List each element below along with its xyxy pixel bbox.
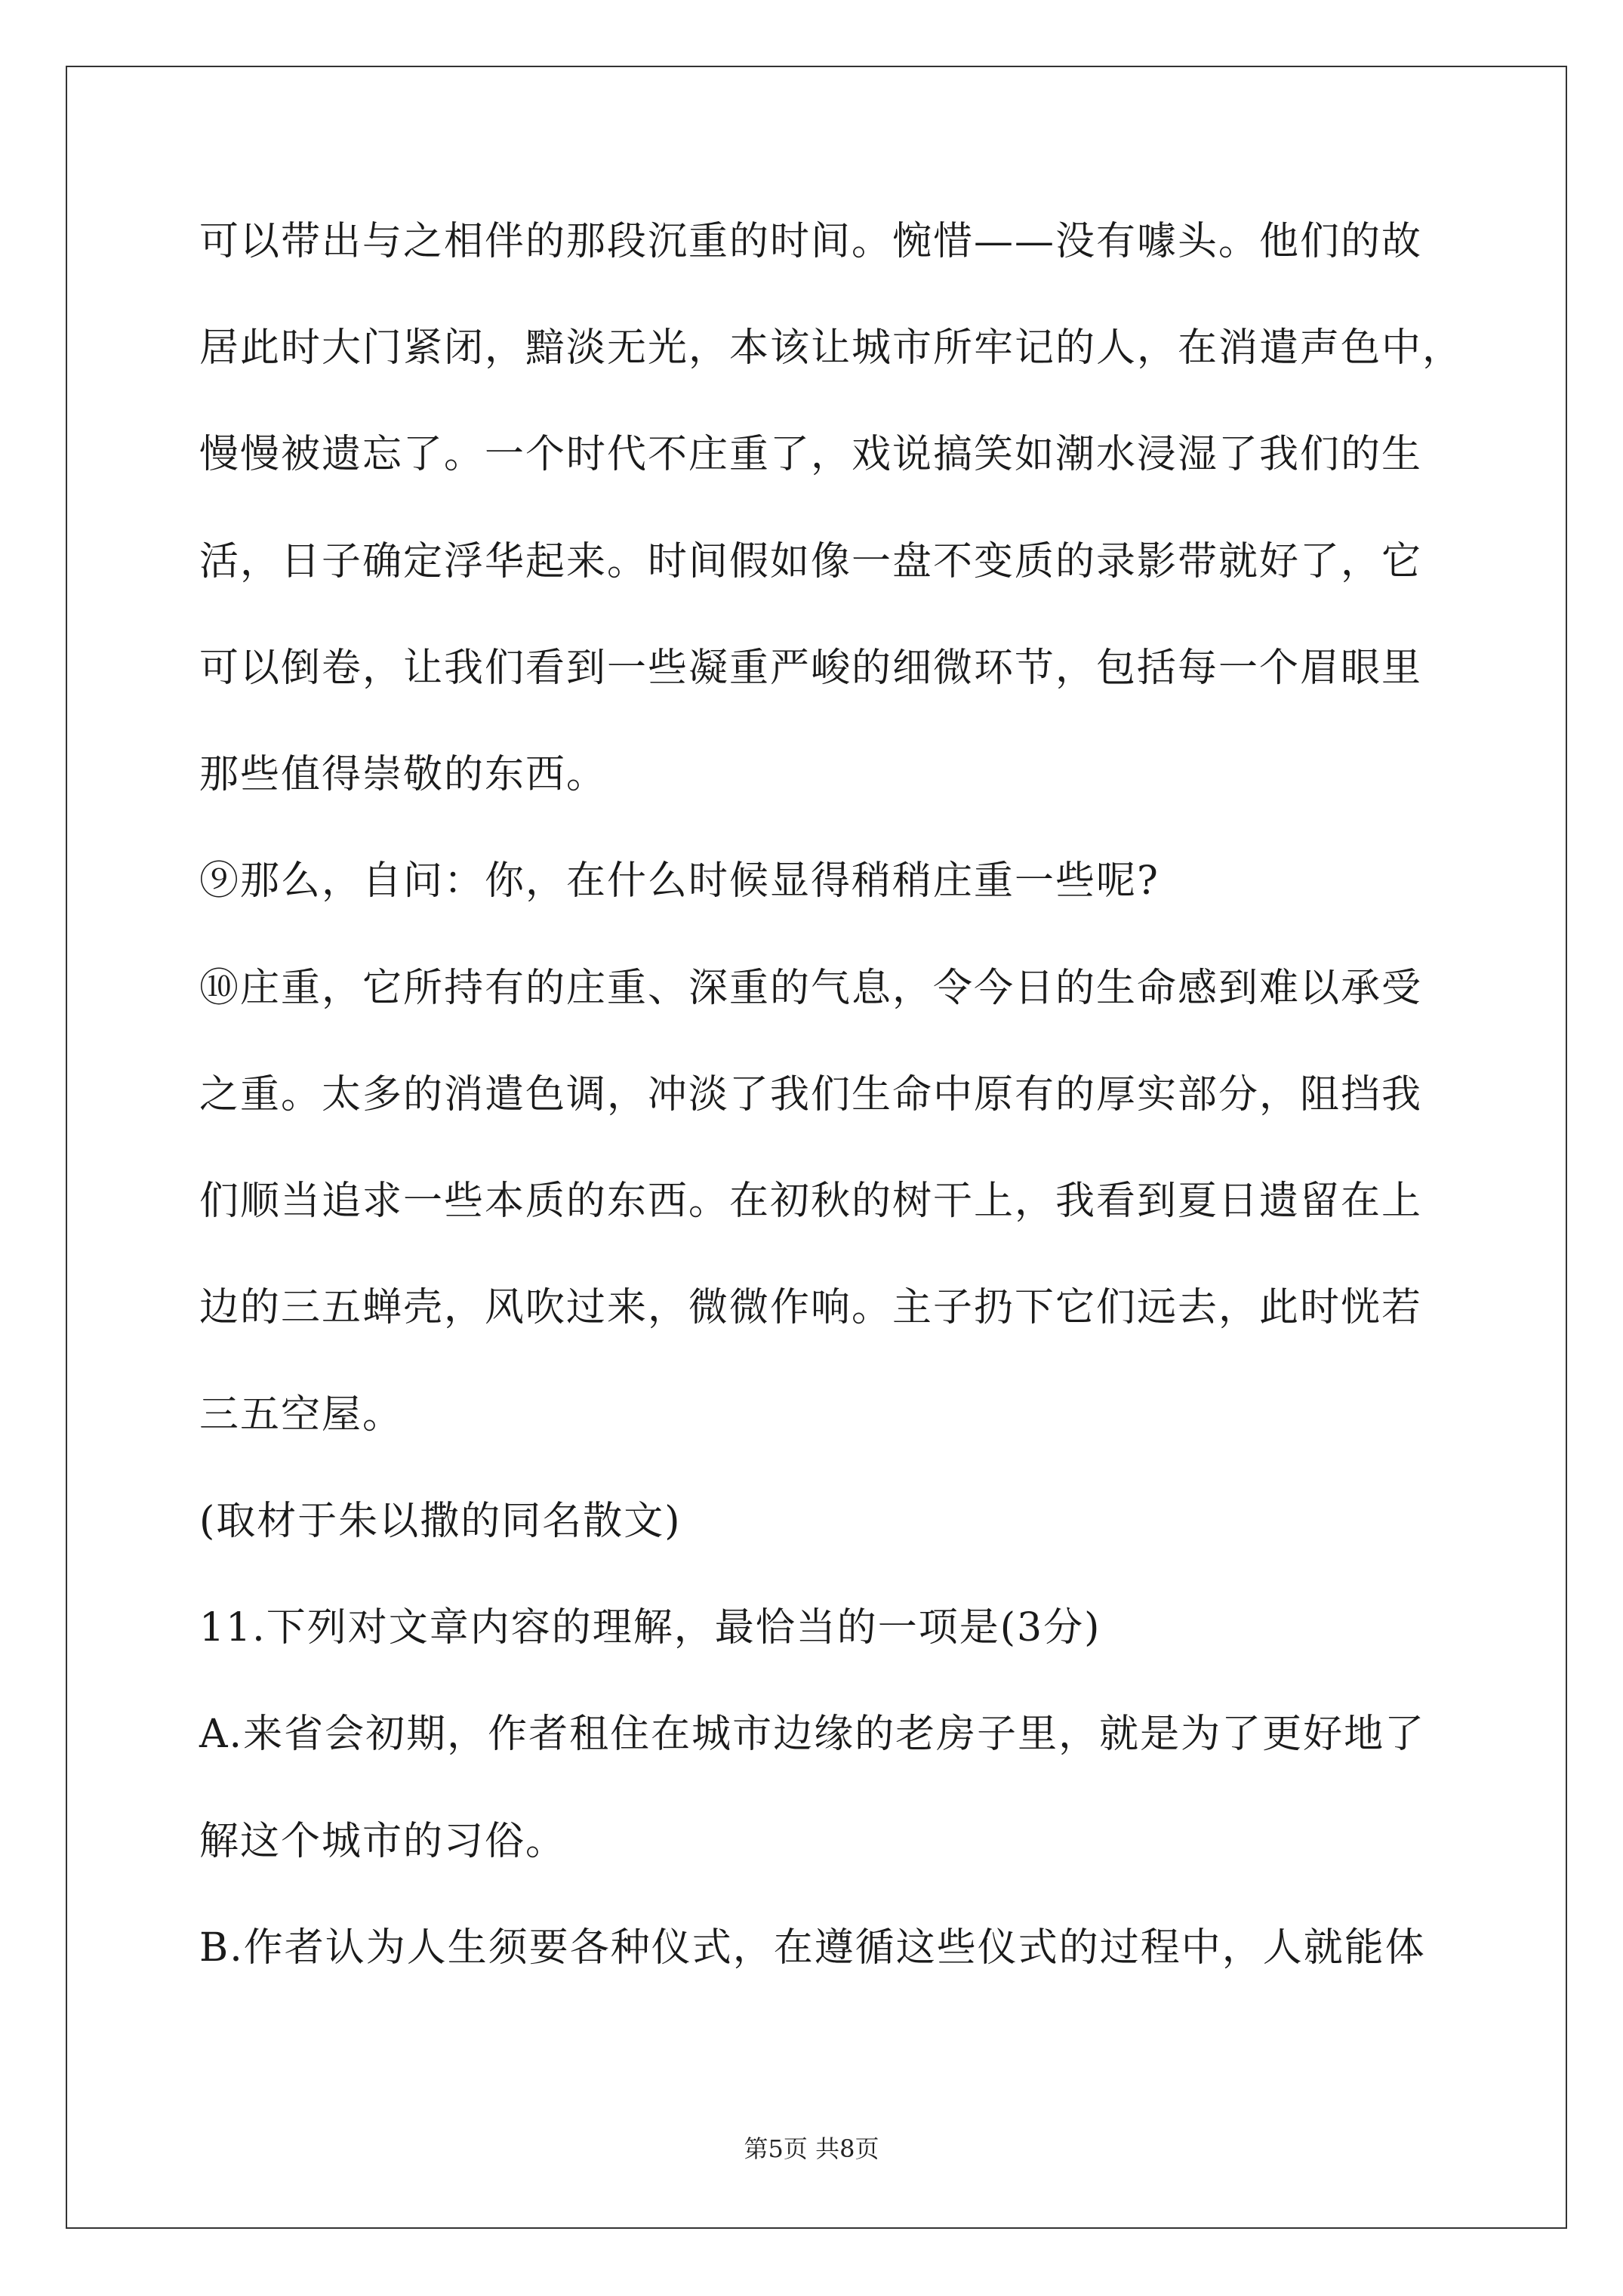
question-11: 11.下列对文章内容的理解，最恰当的一项是(3分) <box>199 1605 1101 1650</box>
option-a-continued: 解这个城市的习俗。 <box>199 1819 567 1864</box>
question-line: ⑨那么，自问：你，在什么时候显得稍稍庄重一些呢? <box>199 858 1160 904</box>
source-note: (取材于朱以撒的同名散文) <box>199 1499 682 1544</box>
text-line: 居此时大门紧闭，黯淡无光，本该让城市所牢记的人，在消遣声色中， <box>199 325 1464 371</box>
page-number: 第5页 共8页 <box>744 2134 879 2163</box>
option-a: A.来省会初期，作者租住在城市边缘的老房子里，就是为了更好地了 <box>199 1712 1426 1757</box>
text-line: 三五空屋。 <box>199 1392 404 1438</box>
text-line: 那些值得崇敬的东西。 <box>199 752 608 797</box>
text-line: 可以带出与之相伴的那段沉重的时间。惋惜——没有噱头。他们的故 <box>199 219 1423 264</box>
text-line: 可以倒卷，让我们看到一些凝重严峻的细微环节，包括每一个眉眼里 <box>199 646 1423 691</box>
text-line: 活，日子确定浮华起来。时间假如像一盘不变质的录影带就好了，它 <box>199 539 1423 584</box>
page-border <box>66 66 1567 2229</box>
text-line: 慢慢被遗忘了。一个时代不庄重了，戏说搞笑如潮水浸湿了我们的生 <box>199 432 1423 477</box>
text-line: 之重。太多的消遣色调，冲淡了我们生命中原有的厚实部分，阻挡我 <box>199 1072 1423 1117</box>
paragraph-10-line: ⑩庄重，它所持有的庄重、深重的气息，令今日的生命感到难以承受 <box>199 966 1423 1011</box>
text-line: 边的三五蝉壳，风吹过来，微微作响。主子扔下它们远去，此时恍若 <box>199 1285 1423 1330</box>
text-line: 们顺当追求一些本质的东西。在初秋的树干上，我看到夏日遗留在上 <box>199 1179 1423 1224</box>
option-b: B.作者认为人生须要各种仪式，在遵循这些仪式的过程中，人就能体 <box>199 1925 1426 1971</box>
